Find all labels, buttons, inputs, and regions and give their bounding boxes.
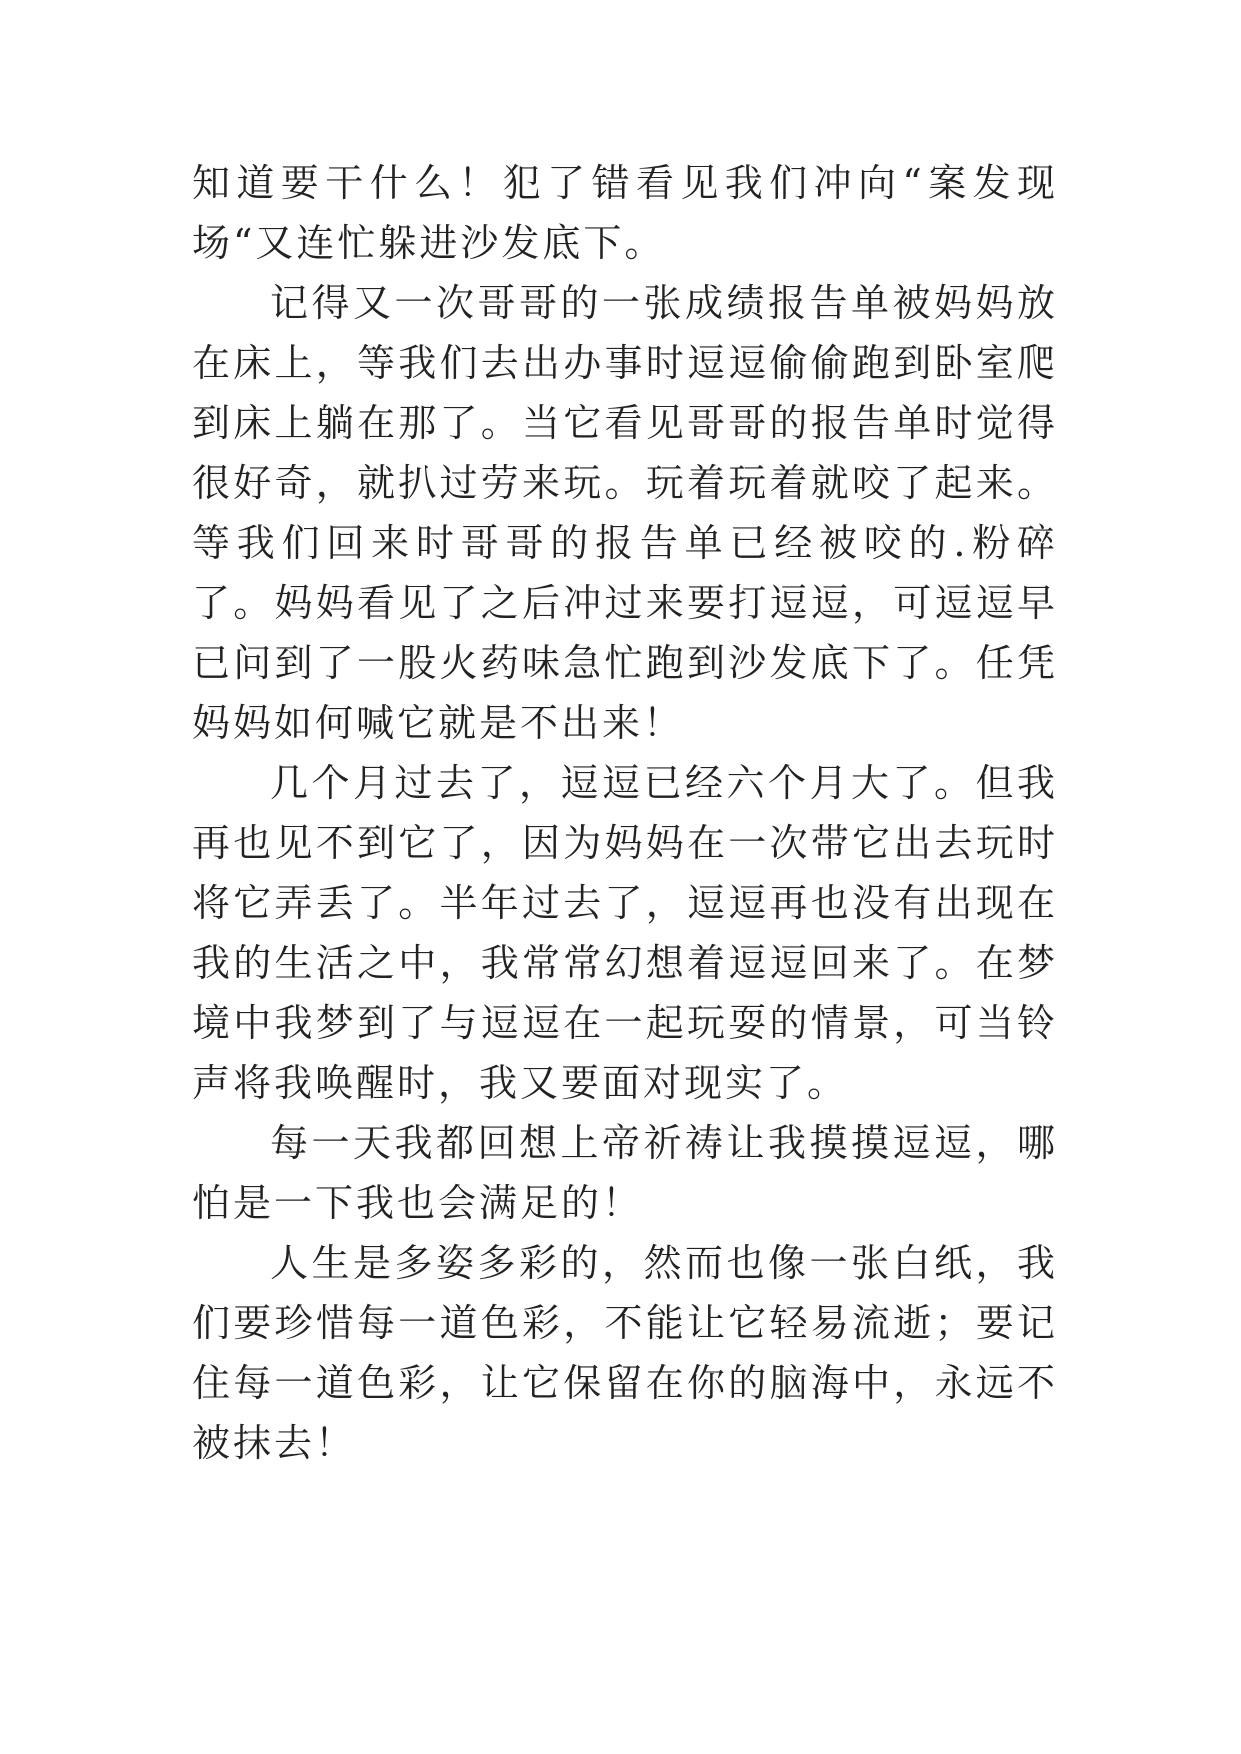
paragraph-continuation: 知道要干什么！犯了错看见我们冲向“案发现场“又连忙躲进沙发底下。 xyxy=(192,161,1058,265)
paragraph-conclusion: 人生是多姿多彩的，然而也像一张白纸，我们要珍惜每一道色彩，不能让它轻易流逝；要记住每一道色彩，让它保留在你的脑海中，永远不被抹去！ xyxy=(192,1241,1058,1465)
paragraph-lost-dog: 几个月过去了，逗逗已经六个月大了。但我再也见不到它了，因为妈妈在一次带它出去玩时将它弄丢了。半年过去了，逗逗再也没有出现在我的生活之中，我常常幻想着逗逗回来了。在梦境中我梦到了与逗逗在一起玩耍的情景，可当铃声将我唤醒时，我又要面对现实了。 xyxy=(192,761,1058,1105)
document-body xyxy=(192,153,1058,1473)
paragraph-prayer: 每一天我都回想上帝祈祷让我摸摸逗逗，哪怕是一下我也会满足的！ xyxy=(192,1121,1058,1225)
paragraph-report-card: 记得又一次哥哥的一张成绩报告单被妈妈放在床上，等我们去出办事时逗逗偷偷跑到卧室爬到床上躺在那了。当它看见哥哥的报告单时觉得很好奇，就扒过劳来玩。玩着玩着就咬了起来。等我们回来时哥哥的报告单已经被咬的.粉碎了。妈妈看见了之后冲过来要打逗逗，可逗逗早已问到了一股火药味急忙跑到沙发底下了。任凭妈妈如何喊它就是不出来！ xyxy=(192,281,1058,745)
